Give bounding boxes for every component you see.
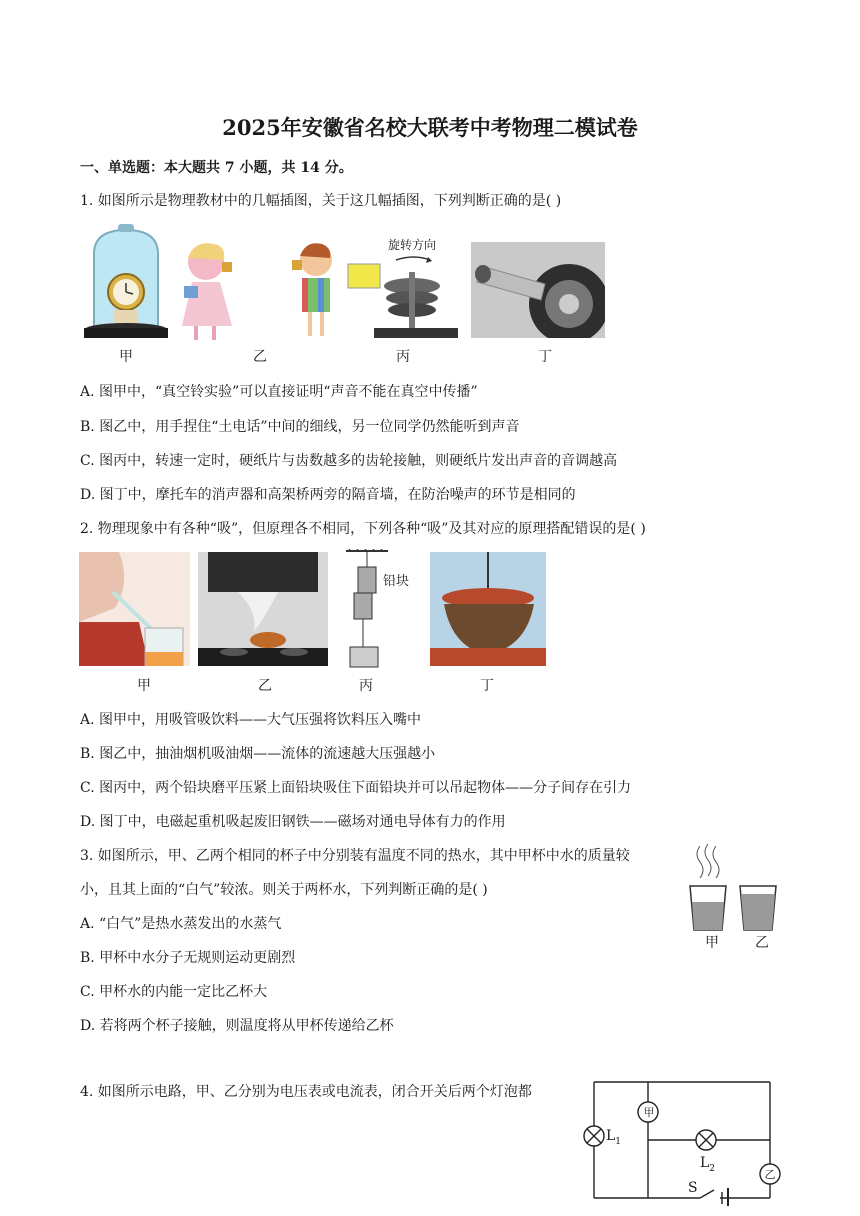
q2-figure-straw: [79, 552, 190, 666]
q3-stem-line2: 小，且其上面的“白气”较浓。则关于两杯水，下列判断正确的是( ): [80, 882, 488, 898]
q1-figure-bell-jar: [80, 224, 172, 344]
q1-figure-boy-phone: [288, 238, 336, 338]
q1-option-a: A. 图甲中，“真空铃实验”可以直接证明“声音不能在真空中传播”: [80, 384, 478, 400]
q3-figure-cups: [686, 842, 782, 938]
q1-figure-girl-phone: [174, 238, 254, 343]
q1-figure-caption-rotate: 旋转方向: [388, 238, 437, 252]
q4-stem: 4. 如图所示电路，甲、乙分别为电压表或电流表，闭合开关后两个灯泡都: [80, 1084, 532, 1100]
q1-label-bing: 丙: [396, 349, 410, 365]
q4-meter-yi-label: 乙: [764, 1168, 776, 1181]
q3-label-yi: 乙: [755, 935, 769, 951]
q2-option-b: B. 图乙中，抽油烟机吸油烟——流体的流速越大压强越小: [80, 746, 436, 762]
q2-figure-caption-lead: 铅块: [383, 574, 410, 589]
q2-label-ding: 丁: [480, 678, 494, 694]
q1-label-ding: 丁: [538, 349, 552, 365]
q1-figure-gears: [344, 252, 460, 344]
q4-meter-jia-label: 甲: [643, 1106, 655, 1119]
q3-option-d: D. 若将两个杯子接触，则温度将从甲杯传递给乙杯: [80, 1018, 394, 1034]
q2-label-bing: 丙: [359, 678, 373, 694]
q1-option-d: D. 图丁中，摩托车的消声器和高架桥两旁的隔音墙，在防治噪声的环节是相同的: [80, 487, 576, 503]
q2-label-jia: 甲: [137, 678, 151, 694]
q2-option-a: A. 图甲中，用吸管吸饮料——大气压强将饮料压入嘴中: [80, 712, 422, 728]
q1-option-b: B. 图乙中，用手捏住“土电话”中间的细线，另一位同学仍然能听到声音: [80, 419, 520, 435]
q1-label-yi: 乙: [253, 349, 267, 365]
q2-label-yi: 乙: [258, 678, 272, 694]
q3-option-b: B. 甲杯中水分子无规则运动更剧烈: [80, 950, 296, 966]
q3-stem-line1: 3. 如图所示，甲、乙两个相同的杯子中分别装有温度不同的热水，其中甲杯中水的质量较: [80, 848, 630, 864]
q2-option-c: C. 图丙中，两个铅块磨平压紧上面铅块吸住下面铅块并可以吊起物体——分子间存在引力: [80, 780, 632, 796]
q1-figure-motorcycle: [471, 242, 605, 338]
q2-figure-range-hood: [198, 552, 328, 666]
q1-option-c: C. 图丙中，转速一定时，硬纸片与齿数越多的齿轮接触，则硬纸片发出声音的音调越高: [80, 453, 618, 469]
q1-stem: 1. 如图所示是物理教材中的几幅插图，关于这几幅插图，下列判断正确的是( ): [80, 193, 562, 209]
q4-lamp1-label: $L_1$: [606, 1128, 622, 1147]
q4-lamp2-label: $L_2$: [700, 1155, 716, 1174]
q1-label-jia: 甲: [119, 349, 133, 365]
q3-option-a: A. “白气”是热水蒸发出的水蒸气: [80, 916, 282, 932]
q2-option-d: D. 图丁中，电磁起重机吸起废旧钢铁——磁场对通电导体有力的作用: [80, 814, 506, 830]
section-heading: 一、单选题：本大题共 7 小题，共 14 分。: [80, 160, 353, 176]
q2-figure-lead-blocks: [346, 549, 388, 669]
q3-option-c: C. 甲杯水的内能一定比乙杯大: [80, 984, 268, 1000]
page-title: 2025年安徽省名校大联考中考物理二模试卷: [222, 115, 638, 140]
q2-stem: 2. 物理现象中有各种“吸”，但原理各不相同，下列各种“吸”及其对应的原理搭配错误的是( ): [80, 521, 646, 537]
q4-switch-label: S: [688, 1180, 698, 1196]
q2-figure-electromagnet: [430, 552, 546, 666]
q3-label-jia: 甲: [705, 935, 719, 951]
